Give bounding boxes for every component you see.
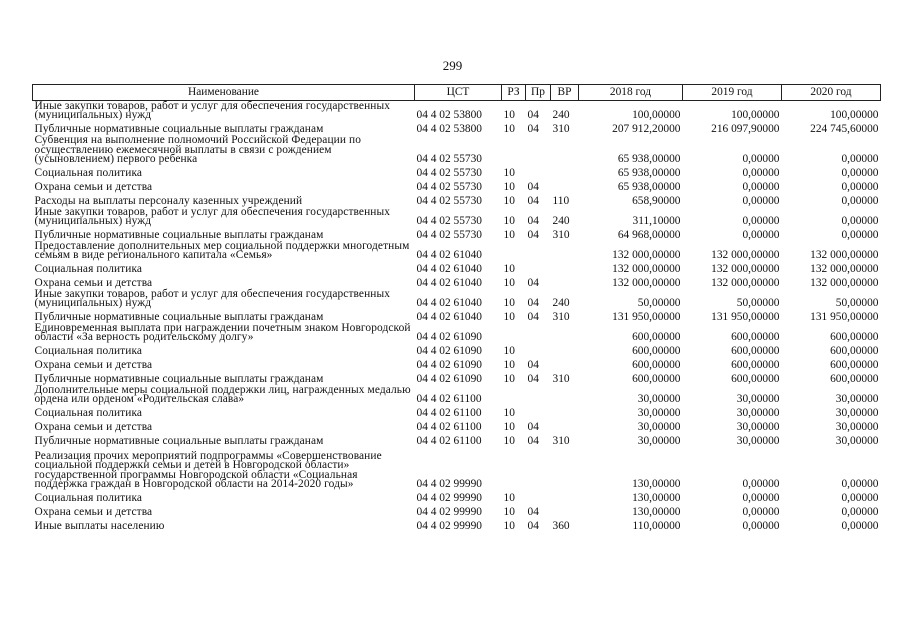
row-amount-2018: 600,00000 bbox=[632, 359, 681, 372]
row-pr bbox=[526, 385, 551, 405]
row-amount-2019: 132 000,00000 bbox=[711, 277, 780, 290]
row-name: Публичные нормативные социальные выплаты гражданам bbox=[34, 311, 324, 324]
row-amount-2020: 600,00000 bbox=[830, 345, 879, 358]
row-amount-2018: 30,00000 bbox=[637, 435, 681, 448]
table-row bbox=[33, 371, 881, 385]
row-code: 04 4 02 61100 bbox=[416, 407, 482, 420]
row-code: 04 4 02 55730 bbox=[416, 229, 482, 242]
row-pr: 04 bbox=[527, 421, 539, 434]
row-rz: 10 bbox=[503, 359, 515, 372]
row-rz: 10 bbox=[503, 345, 515, 358]
row-vr: 310 bbox=[552, 435, 570, 448]
row-vr bbox=[551, 490, 579, 504]
row-rz: 10 bbox=[503, 229, 515, 242]
row-name: Предоставление дополнительных мер социальной поддержки многодетным семьям в виде регионального капитала «Семья» bbox=[34, 239, 410, 262]
row-pr: 04 bbox=[527, 215, 539, 228]
row-rz bbox=[502, 241, 526, 261]
row-pr: 04 bbox=[527, 311, 539, 324]
row-name: Социальная политика bbox=[34, 263, 143, 276]
row-amount-2018: 600,00000 bbox=[632, 331, 681, 344]
row-pr bbox=[526, 447, 551, 490]
row-rz: 10 bbox=[503, 506, 515, 519]
row-code: 04 4 02 99990 bbox=[416, 520, 482, 533]
row-name: Охрана семьи и детства bbox=[34, 421, 153, 434]
row-amount-2020: 0,00000 bbox=[841, 167, 879, 180]
row-rz bbox=[502, 323, 526, 343]
row-name: Иные закупки товаров, работ и услуг для обеспечения государственных (муниципальных) нужд bbox=[34, 205, 391, 228]
row-code: 04 4 02 55730 bbox=[416, 181, 482, 194]
row-rz: 10 bbox=[503, 520, 515, 533]
row-pr: 04 bbox=[527, 297, 539, 310]
header-code: ЦСТ bbox=[415, 85, 502, 101]
budget-table bbox=[32, 84, 881, 532]
row-amount-2019: 132 000,00000 bbox=[711, 263, 780, 276]
row-pr: 04 bbox=[527, 359, 539, 372]
table-row bbox=[33, 405, 881, 419]
row-name: Охрана семьи и детства bbox=[34, 359, 153, 372]
row-code: 04 4 02 61090 bbox=[416, 345, 482, 358]
row-vr bbox=[551, 447, 579, 490]
row-amount-2018: 132 000,00000 bbox=[612, 277, 681, 290]
table-row bbox=[33, 419, 881, 433]
row-amount-2018: 130,00000 bbox=[632, 506, 681, 519]
row-amount-2019: 100,00000 bbox=[731, 109, 780, 122]
row-name: Охрана семьи и детства bbox=[34, 277, 153, 290]
row-amount-2018: 130,00000 bbox=[632, 478, 681, 491]
table-row bbox=[33, 343, 881, 357]
table-header-row bbox=[33, 85, 881, 101]
row-vr bbox=[551, 357, 579, 371]
row-code: 04 4 02 99990 bbox=[416, 492, 482, 505]
row-name: Иные закупки товаров, работ и услуг для обеспечения государственных (муниципальных) нужд bbox=[34, 287, 391, 310]
row-amount-2020: 131 950,00000 bbox=[810, 311, 879, 324]
row-amount-2020: 600,00000 bbox=[830, 331, 879, 344]
row-vr: 240 bbox=[552, 297, 570, 310]
row-name: Субвенция на выполнение полномочий Российской Федерации по осуществлению ежемесячной выплаты в связи с рождением (усыновлением) первого ребенка bbox=[34, 134, 361, 166]
row-amount-2018: 130,00000 bbox=[632, 492, 681, 505]
row-rz: 10 bbox=[503, 407, 515, 420]
table-row bbox=[33, 165, 881, 179]
row-code: 04 4 02 53800 bbox=[416, 109, 482, 122]
row-name: Социальная политика bbox=[34, 492, 143, 505]
row-rz: 10 bbox=[503, 435, 515, 448]
row-vr bbox=[551, 241, 579, 261]
header-pr: Пр bbox=[526, 85, 551, 101]
table-row bbox=[33, 101, 881, 122]
row-rz: 10 bbox=[503, 297, 515, 310]
row-amount-2020: 0,00000 bbox=[841, 506, 879, 519]
row-amount-2019: 600,00000 bbox=[731, 359, 780, 372]
row-amount-2020: 30,00000 bbox=[835, 435, 879, 448]
row-pr bbox=[526, 165, 551, 179]
row-code: 04 4 02 61100 bbox=[416, 421, 482, 434]
row-amount-2018: 65 938,00000 bbox=[617, 181, 681, 194]
row-rz: 10 bbox=[503, 492, 515, 505]
row-amount-2018: 600,00000 bbox=[632, 345, 681, 358]
table-row bbox=[33, 207, 881, 227]
row-vr bbox=[551, 165, 579, 179]
row-amount-2018: 50,00000 bbox=[637, 297, 681, 310]
row-amount-2019: 600,00000 bbox=[731, 373, 780, 386]
row-amount-2020: 0,00000 bbox=[841, 520, 879, 533]
row-amount-2020: 600,00000 bbox=[830, 359, 879, 372]
row-code: 04 4 02 53800 bbox=[416, 123, 482, 136]
row-amount-2019: 0,00000 bbox=[742, 153, 780, 166]
row-amount-2020: 0,00000 bbox=[841, 492, 879, 505]
row-amount-2020: 30,00000 bbox=[835, 421, 879, 434]
row-pr: 04 bbox=[527, 435, 539, 448]
row-code: 04 4 02 61090 bbox=[416, 373, 482, 386]
row-name: Реализация прочих мероприятий подпрограммы «Совершенствование социальной поддержки семьи и детей в Новгородской области» государственной программы Новгородской области «Социальная поддержка граждан в Новгородской области на 2014-2020 годы» bbox=[34, 449, 382, 491]
row-pr bbox=[526, 490, 551, 504]
row-amount-2018: 65 938,00000 bbox=[617, 153, 681, 166]
row-amount-2019: 0,00000 bbox=[742, 195, 780, 208]
row-vr: 240 bbox=[552, 215, 570, 228]
row-pr: 04 bbox=[527, 181, 539, 194]
row-code: 04 4 02 55730 bbox=[416, 215, 482, 228]
row-amount-2018: 131 950,00000 bbox=[612, 311, 681, 324]
row-name: Охрана семьи и детства bbox=[34, 181, 153, 194]
row-amount-2018: 64 968,00000 bbox=[617, 229, 681, 242]
row-amount-2019: 30,00000 bbox=[736, 421, 780, 434]
row-vr: 240 bbox=[552, 109, 570, 122]
row-pr bbox=[526, 135, 551, 165]
table-row bbox=[33, 179, 881, 193]
row-vr bbox=[551, 504, 579, 518]
row-amount-2019: 0,00000 bbox=[742, 492, 780, 505]
row-amount-2020: 132 000,00000 bbox=[810, 277, 879, 290]
row-amount-2020: 224 745,60000 bbox=[810, 123, 879, 136]
table-row bbox=[33, 357, 881, 371]
row-code: 04 4 02 61040 bbox=[416, 311, 482, 324]
page-number: 299 bbox=[442, 58, 463, 73]
row-amount-2020: 30,00000 bbox=[835, 393, 879, 406]
table-row bbox=[33, 121, 881, 135]
row-vr: 310 bbox=[552, 123, 570, 136]
row-pr: 04 bbox=[527, 506, 539, 519]
row-pr: 04 bbox=[527, 123, 539, 136]
row-amount-2020: 0,00000 bbox=[841, 478, 879, 491]
row-amount-2019: 132 000,00000 bbox=[711, 249, 780, 262]
row-amount-2020: 0,00000 bbox=[841, 195, 879, 208]
row-amount-2018: 311,10000 bbox=[632, 215, 681, 228]
row-code: 04 4 02 61040 bbox=[416, 277, 482, 290]
row-rz bbox=[502, 135, 526, 165]
row-pr bbox=[526, 261, 551, 275]
row-amount-2018: 600,00000 bbox=[632, 373, 681, 386]
row-amount-2019: 0,00000 bbox=[742, 215, 780, 228]
row-vr bbox=[551, 261, 579, 275]
header-2020: 2020 год bbox=[782, 85, 881, 101]
table-row bbox=[33, 309, 881, 323]
row-code: 04 4 02 61090 bbox=[416, 359, 482, 372]
row-pr bbox=[526, 241, 551, 261]
row-name: Иные выплаты населению bbox=[34, 520, 165, 533]
row-name: Дополнительные меры социальной поддержки лиц, награжденных медалью ордена или орденом «Родительская слава» bbox=[34, 383, 411, 406]
header-vr: ВР bbox=[551, 85, 579, 101]
row-amount-2019: 600,00000 bbox=[731, 345, 780, 358]
row-code: 04 4 02 61100 bbox=[416, 393, 482, 406]
row-amount-2019: 50,00000 bbox=[736, 297, 780, 310]
row-name: Публичные нормативные социальные выплаты гражданам bbox=[34, 435, 324, 448]
row-code: 04 4 02 61040 bbox=[416, 249, 482, 262]
row-rz bbox=[502, 447, 526, 490]
row-vr: 360 bbox=[552, 520, 570, 533]
row-vr: 310 bbox=[552, 229, 570, 242]
header-2018: 2018 год bbox=[579, 85, 683, 101]
row-amount-2019: 131 950,00000 bbox=[711, 311, 780, 324]
row-amount-2020: 0,00000 bbox=[841, 215, 879, 228]
row-amount-2019: 0,00000 bbox=[742, 506, 780, 519]
row-rz: 10 bbox=[503, 277, 515, 290]
table-row bbox=[33, 504, 881, 518]
row-vr: 110 bbox=[552, 195, 570, 208]
row-amount-2019: 600,00000 bbox=[731, 331, 780, 344]
row-code: 04 4 02 61100 bbox=[416, 435, 482, 448]
row-vr bbox=[551, 385, 579, 405]
row-amount-2020: 0,00000 bbox=[841, 229, 879, 242]
table-row bbox=[33, 241, 881, 261]
table-body bbox=[33, 101, 881, 533]
row-amount-2018: 100,00000 bbox=[632, 109, 681, 122]
row-pr bbox=[526, 323, 551, 343]
table-row bbox=[33, 193, 881, 207]
row-code: 04 4 02 99990 bbox=[416, 506, 482, 519]
row-pr: 04 bbox=[527, 277, 539, 290]
row-rz: 10 bbox=[503, 311, 515, 324]
row-rz: 10 bbox=[503, 373, 515, 386]
row-code: 04 4 02 55730 bbox=[416, 195, 482, 208]
row-code: 04 4 02 61040 bbox=[416, 297, 482, 310]
row-code: 04 4 02 61040 bbox=[416, 263, 482, 276]
row-name: Социальная политика bbox=[34, 345, 143, 358]
row-amount-2019: 30,00000 bbox=[736, 393, 780, 406]
row-amount-2020: 0,00000 bbox=[841, 153, 879, 166]
table-row bbox=[33, 135, 881, 165]
row-amount-2020: 132 000,00000 bbox=[810, 263, 879, 276]
row-vr: 310 bbox=[552, 373, 570, 386]
row-rz: 10 bbox=[503, 263, 515, 276]
row-amount-2018: 65 938,00000 bbox=[617, 167, 681, 180]
row-amount-2018: 110,00000 bbox=[632, 520, 681, 533]
row-vr bbox=[551, 343, 579, 357]
header-name: Наименование bbox=[33, 85, 415, 101]
row-amount-2019: 216 097,90000 bbox=[711, 123, 780, 136]
row-amount-2019: 0,00000 bbox=[742, 520, 780, 533]
row-amount-2019: 0,00000 bbox=[742, 167, 780, 180]
table-row bbox=[33, 323, 881, 343]
row-pr bbox=[526, 343, 551, 357]
table-row bbox=[33, 518, 881, 532]
row-rz: 10 bbox=[503, 421, 515, 434]
row-name: Иные закупки товаров, работ и услуг для обеспечения государственных (муниципальных) нужд bbox=[34, 99, 391, 122]
row-amount-2020: 30,00000 bbox=[835, 407, 879, 420]
row-code: 04 4 02 55730 bbox=[416, 167, 482, 180]
row-code: 04 4 02 61090 bbox=[416, 331, 482, 344]
row-vr bbox=[551, 135, 579, 165]
row-amount-2020: 50,00000 bbox=[835, 297, 879, 310]
table-row bbox=[33, 385, 881, 405]
row-amount-2019: 0,00000 bbox=[742, 478, 780, 491]
row-rz: 10 bbox=[503, 195, 515, 208]
row-name: Расходы на выплаты персоналу казенных учреждений bbox=[34, 195, 303, 208]
row-pr: 04 bbox=[527, 520, 539, 533]
row-amount-2020: 132 000,00000 bbox=[810, 249, 879, 262]
row-amount-2018: 30,00000 bbox=[637, 393, 681, 406]
row-name: Социальная политика bbox=[34, 407, 143, 420]
row-amount-2020: 100,00000 bbox=[830, 109, 879, 122]
row-amount-2020: 0,00000 bbox=[841, 181, 879, 194]
table-row bbox=[33, 447, 881, 490]
row-vr bbox=[551, 275, 579, 289]
table-row bbox=[33, 275, 881, 289]
row-amount-2018: 30,00000 bbox=[637, 407, 681, 420]
row-rz: 10 bbox=[503, 167, 515, 180]
row-name: Публичные нормативные социальные выплаты гражданам bbox=[34, 123, 324, 136]
row-vr bbox=[551, 405, 579, 419]
row-rz: 10 bbox=[503, 215, 515, 228]
row-amount-2019: 0,00000 bbox=[742, 181, 780, 194]
row-code: 04 4 02 55730 bbox=[416, 153, 482, 166]
row-rz: 10 bbox=[503, 181, 515, 194]
header-2019: 2019 год bbox=[683, 85, 782, 101]
row-name: Публичные нормативные социальные выплаты гражданам bbox=[34, 373, 324, 386]
row-amount-2019: 30,00000 bbox=[736, 407, 780, 420]
row-vr bbox=[551, 179, 579, 193]
table-row bbox=[33, 433, 881, 447]
table-row bbox=[33, 227, 881, 241]
row-pr: 04 bbox=[527, 109, 539, 122]
row-amount-2018: 30,00000 bbox=[637, 421, 681, 434]
row-pr: 04 bbox=[527, 373, 539, 386]
row-pr bbox=[526, 405, 551, 419]
row-name: Охрана семьи и детства bbox=[34, 506, 153, 519]
row-amount-2018: 658,90000 bbox=[632, 195, 681, 208]
table-row bbox=[33, 490, 881, 504]
row-code: 04 4 02 99990 bbox=[416, 478, 482, 491]
row-rz bbox=[502, 385, 526, 405]
row-pr: 04 bbox=[527, 195, 539, 208]
row-name: Социальная политика bbox=[34, 167, 143, 180]
row-amount-2018: 132 000,00000 bbox=[612, 249, 681, 262]
row-name: Единовременная выплата при награждении почетным знаком Новгородской области «За верность родительскому долгу» bbox=[34, 321, 411, 344]
table-row bbox=[33, 261, 881, 275]
row-amount-2018: 132 000,00000 bbox=[612, 263, 681, 276]
row-rz: 10 bbox=[503, 123, 515, 136]
row-name: Публичные нормативные социальные выплаты гражданам bbox=[34, 229, 324, 242]
row-vr bbox=[551, 419, 579, 433]
row-amount-2019: 30,00000 bbox=[736, 435, 780, 448]
row-amount-2019: 0,00000 bbox=[742, 229, 780, 242]
row-rz: 10 bbox=[503, 109, 515, 122]
row-amount-2018: 207 912,20000 bbox=[612, 123, 681, 136]
table-row bbox=[33, 289, 881, 309]
header-rz: РЗ bbox=[502, 85, 526, 101]
row-amount-2020: 600,00000 bbox=[830, 373, 879, 386]
row-vr bbox=[551, 323, 579, 343]
row-vr: 310 bbox=[552, 311, 570, 324]
row-pr: 04 bbox=[527, 229, 539, 242]
